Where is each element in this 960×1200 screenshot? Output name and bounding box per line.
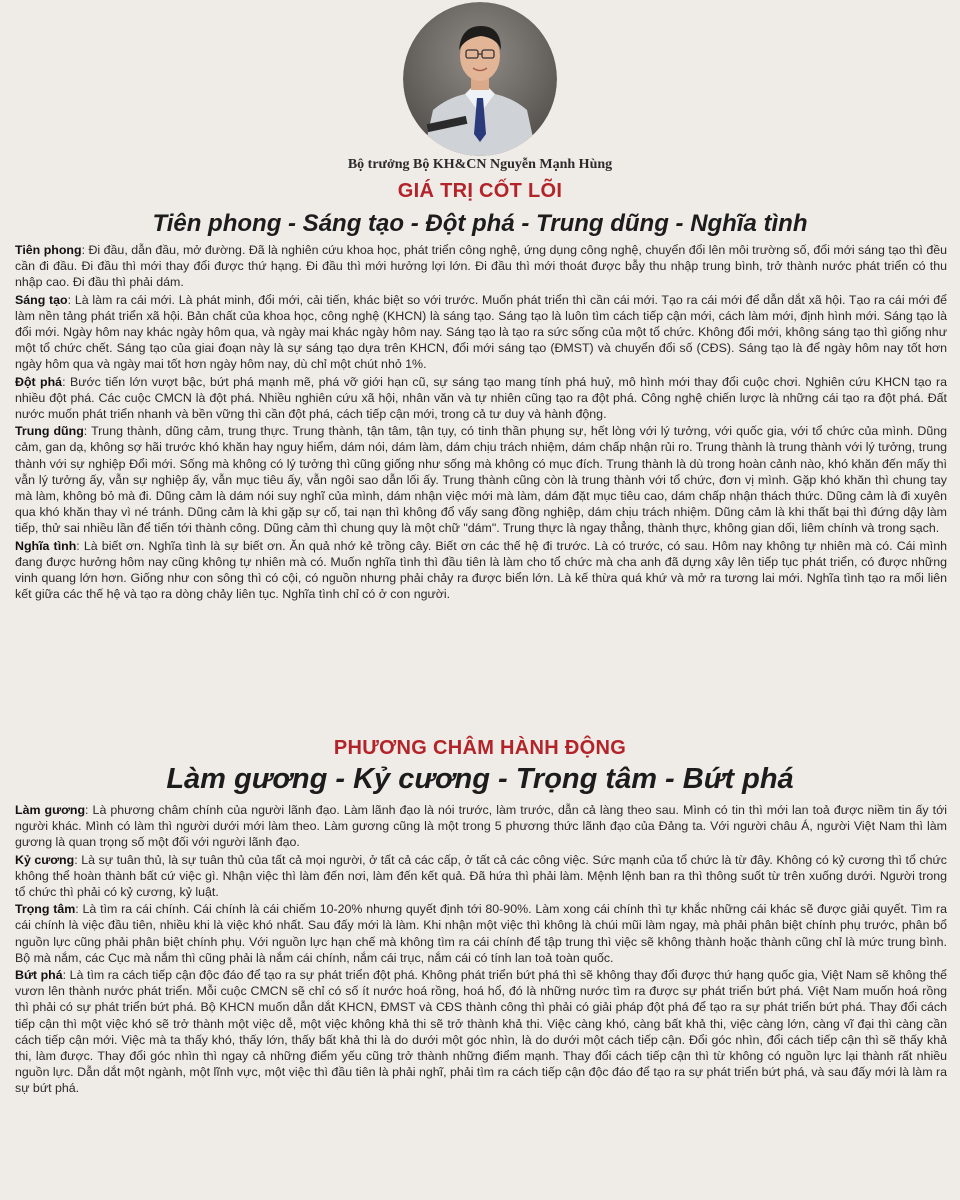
action-item: Bứt phá: Là tìm ra cách tiếp cận độc đáo để tạo ra sự phát triển đột phá. Không phát triển bứt phá thì sẽ không thay đổi được thứ hạng quốc gia, Việt Nam sẽ không thể vươn lên thành nước phát triển. Mỗi cuộc CMCN sẽ chỉ có số ít nước hoá rồng, hoá hổ, đó là những nước tìm ra được sự phát triển bứt phá. Việt Nam muốn hoá rồng thì phải có sự phát triển bứt phá. Bộ KHCN muốn dẫn dắt KHCN, ĐMST và CĐS thành công thì phải có giải pháp đột phá để tạo ra sự phát triển bứt phá. Thay đổi cách tiếp cận thì một việc khó sẽ trở thành một việc dễ, một việc không khả thi sẽ trở thành khả thi. Việc càng khó, càng bất khả thi, việc càng lớn, càng vĩ đại thì càng cần cách tiếp cận mới. Việc mà ta thấy khó, thấy lớn, thấy bất khả thi là do dưới một góc nhìn, là do dưới một cách tiếp cận. Đổi góc nhìn, đổi cách tiếp cận thì sẽ thấy khả thi, làm được. Thay đổi góc nhìn thì ngay cả những điểm yếu cũng trở thành những điểm mạnh. Thay đổi cách tiếp cận thì từ không có nguồn lực lại thành rất nhiều nguồn lực. Dẫn dắt một ngành, một lĩnh vực, một việc thì đầu tiên là phải nghĩ, phải tìm ra cách tiếp cận độc đáo để tạo ra sự phát triển bứt phá, và sau đấy mới là làm ra sự bứt phá.	[15, 968, 947, 1096]
action-text: Là tìm ra cái chính. Cái chính là cái chiếm 10-20% nhưng quyết định tới 80-90%. Làm xong cái chính thì tự khắc những cái khác sẽ được giải quyết. Tìm ra cái chính là việc đầu tiên, nhiều khi là việc khó nhất. Sau đấy mới là làm. Khi nhận một việc thì không là chúi mũi làm ngay, mà phải phân biệt chính phụ trước, phân bổ nguồn lực cũng phải phân biệt chính phụ. Với nguồn lực hạn chế mà không tìm ra cái chính để tập trung thì việc sẽ không thành hoặc thành cũng chỉ là mức trung bình. Bộ mà nắm, các Cục mà nắm thì cũng phải là nắm cái chính, nắm cái trục, nắm cái có tính lan toả toàn quốc.	[15, 902, 947, 965]
action-motto-slogan: Làm gương - Kỷ cương - Trọng tâm - Bứt phá	[166, 763, 794, 795]
core-value-term: Đột phá	[15, 374, 63, 389]
core-value-text: Là làm ra cái mới. Là phát minh, đổi mới, cải tiến, khác biệt so với trước. Muốn phát triển thì cần cái mới. Tạo ra cái mới để dẫn dắt xã hội. Tạo ra cái mới để làm nền tảng phát triển xã hội. Bản chất của khoa học, công nghệ (KHCN) là sáng tạo. Sáng tạo là luôn tìm cách tiếp cận mới, cách làm mới, định hình mới. Sáng tạo là đổi mới. Ngày hôm nay khác ngày hôm qua, và ngày mai khác ngày hôm nay. Sáng tạo là tạo ra sức sống của một tổ chức. Không đổi mới, không sáng tạo thì giống như một tổ chức chết. Sáng tạo của giai đoạn này là sự sáng tạo dựa trên KHCN, đổi mới sáng tạo (ĐMST) và chuyển đổi số (CĐS). Sáng tạo là để ngày hôm nay tốt hơn ngày hôm qua và ngày mai tốt hơn ngày hôm nay, dù chỉ một chút nhỏ 1%.	[15, 292, 948, 372]
action-term: Làm gương	[15, 803, 86, 817]
action-term: Trọng tâm	[15, 902, 76, 917]
portrait-caption: Bộ trưởng Bộ KH&CN Nguyễn Mạnh Hùng	[347, 157, 613, 172]
core-value-term: Nghĩa tình	[15, 538, 77, 553]
action-motto-heading: PHƯƠNG CHÂM HÀNH ĐỘNG	[333, 737, 627, 759]
core-value-item: Đột phá: Bước tiến lớn vượt bậc, bứt phá mạnh mẽ, phá vỡ giới hạn cũ, sự sáng tạo mang tính phá huỷ, mô hình mới thay đổi cuộc chơi. Nghiên cứu KHCN tạo ra nhiều đột phá. Các cuộc CMCN là đột phá. Nhiều nghiên cứu xã hội, nhân văn và tự nhiên cũng tạo ra đột phá. Công nghệ chiến lược là những cái tạo ra đột phá. Đất nước muốn phát triển nhanh và bền vững thì cần đột phá, cách tiếp cận mới, trong cả tư duy và hành động.	[15, 374, 947, 422]
core-value-item: Tiên phong: Đi đầu, dẫn đầu, mở đường. Đã là nghiên cứu khoa học, phát triển công nghệ, ứng dụng công nghệ, chuyển đổi lên môi trường số, đổi mới sáng tạo thì đều cần đi đầu. Đi đầu thì mới thay đổi được thứ hạng. Đi đầu thì mới hưởng lợi lớn. Đi đầu thì mới thoát được bẫy thu nhập trung bình, trở thành nước phát triển có thu nhập cao. Đi đầu thì phải dám.	[15, 243, 947, 290]
core-value-term: Sáng tạo	[15, 292, 68, 307]
core-value-text: Trung thành, dũng cảm, trung thực. Trung thành, tận tâm, tận tụy, có tinh thần phụng sự, hết lòng với lý tưởng, với quốc gia, với tổ chức của mình. Dũng cảm, gan dạ, không sợ hãi trước khó khăn hay nguy hiểm, dám nói, dám làm, dám chịu trách nhiệm, dám chấp nhận rủi ro. Trung thành là trung thành với lý tưởng, trung thành với sự nghiệp Đổi mới. Sống mà không có lý tưởng thì cũng giống như sống mà không có mục đích. Trung thành là dù trong hoàn cảnh nào, khó khăn đến mấy thì vẫn lý tưởng ấy, vẫn sự nghiệp ấy, vẫn mục tiêu ấy, vẫn ngôi sao dẫn lối ấy. Trung thành cũng còn là trung thành với tổ chức, đơn vị mình. Gặp khó khăn thì chung tay mà làm, không bỏ mà đi. Dũng cảm là dám nói suy nghĩ của mình, dám nhận việc mới mà làm, dám đặt mục tiêu cao, dám chấp nhận thách thức. Dũng cảm là đi xuyên qua khó khăn thay vì né tránh. Dũng cảm là khi gặp sự cố, tai nạn thì không đổ vấy sang đồng nghiệp, dám chịu trách nhiệm. Dũng cảm là khi thất bại thì đứng dậy làm tiếp, thử sai nhiều lần để tiến tới thành công. Dũng cảm thì chung quy là một chữ "dám". Trung thực là ngay thẳng, thành thực, không gian dối, liêm chính và trong sạch.	[15, 424, 947, 536]
core-value-text: Là biết ơn. Nghĩa tình là sự biết ơn. Ăn quả nhớ kẻ trồng cây. Biết ơn các thế hệ đi trước. Là có trước, có sau. Hôm nay không tự nhiên mà có. Cái mình đang được hưởng hôm nay cũng không tự nhiên mà có. Muốn nghĩa tình thì đầu tiên là làm cho tổ chức mà cha anh đã dựng xây lên tiếp tục phát triển, có được những vinh quang lớn hơn. Giống như con sông thì có cội, có nguồn nhưng phải chảy ra được biển lớn. Là kế thừa quá khứ và mở ra tương lai mới. Nghĩa tình tạo ra mối liên kết giữa các thế hệ và tạo ra dòng chảy liên tục. Nghĩa tình chỉ có ở con người.	[15, 538, 948, 602]
action-term: Bứt phá	[15, 968, 63, 983]
core-value-text: Bước tiến lớn vượt bậc, bứt phá mạnh mẽ, phá vỡ giới hạn cũ, sự sáng tạo mang tính phá huỷ, mô hình mới thay đổi cuộc chơi. Nghiên cứu KHCN tạo ra nhiều đột phá. Các cuộc CMCN là đột phá. Nhiều nghiên cứu xã hội, nhân văn và tự nhiên cũng tạo ra đột phá. Công nghệ chiến lược là những cái tạo ra đột phá. Đất nước muốn phát triển nhanh và bền vững thì cần đột phá, cách tiếp cận mới, trong cả tư duy và hành động.	[15, 374, 947, 422]
action-item: Kỷ cương: Là sự tuân thủ, là sự tuân thủ của tất cả mọi người, ở tất cả các cấp, ở tất cả các công việc. Sức mạnh của tổ chức là từ đây. Không có kỷ cương thì tổ chức không thể hoàn thành bất cứ việc gì. Nhận việc thì làm đến nơi, làm đến kết quả. Đã hứa thì phải làm. Mệnh lệnh ban ra thì thông suốt từ trên xuống dưới. Người trong tổ chức thì phải có kỷ cương, kỷ luật.	[15, 852, 948, 900]
core-values-motto: Tiên phong - Sáng tạo - Đột phá - Trung dũng - Nghĩa tình	[152, 210, 808, 237]
action-item: Trọng tâm: Là tìm ra cái chính. Cái chính là cái chiếm 10-20% nhưng quyết định tới 80-90%. Làm xong cái chính thì tự khắc những cái khác sẽ được giải quyết. Tìm ra cái chính là việc đầu tiên, nhiều khi là việc khó nhất. Sau đấy mới là làm. Khi nhận một việc thì không là chúi mũi làm ngay, mà phải phân biệt chính phụ trước, phân bổ nguồn lực cũng phải phân biệt chính phụ. Với nguồn lực hạn chế mà không tìm ra cái chính để tập trung thì việc sẽ không thành hoặc thành cũng chỉ là mức trung bình. Bộ mà nắm, các Cục mà nắm thì cũng phải là nắm cái chính, nắm cái trục, nắm cái có tính lan toả toàn quốc.	[15, 902, 947, 965]
core-value-item: Trung dũng: Trung thành, dũng cảm, trung thực. Trung thành, tận tâm, tận tụy, có tinh thần phụng sự, hết lòng với lý tưởng, với quốc gia, với tổ chức của mình. Dũng cảm, gan dạ, không sợ hãi trước khó khăn hay nguy hiểm, dám nói, dám làm, dám chịu trách nhiệm, dám chấp nhận rủi ro. Trung thành là trung thành với lý tưởng, trung thành với sự nghiệp Đổi mới. Sống mà không có lý tưởng thì cũng giống như sống mà không có mục đích. Trung thành là dù trong hoàn cảnh nào, khó khăn đến mấy thì vẫn lý tưởng ấy, vẫn sự nghiệp ấy, vẫn mục tiêu ấy, vẫn ngôi sao dẫn lối ấy. Trung thành cũng còn là trung thành với tổ chức, đơn vị mình. Gặp khó khăn thì chung tay mà làm, không bỏ mà đi. Dũng cảm là dám nói suy nghĩ của mình, dám nhận việc mới mà làm, dám đặt mục tiêu cao, dám chấp nhận thách thức. Dũng cảm là đi xuyên qua khó khăn thay vì né tránh. Dũng cảm là khi gặp sự cố, tai nạn thì không đổ vấy sang đồng nghiệp, dám chịu trách nhiệm. Dũng cảm là khi thất bại thì đứng dậy làm tiếp, thử sai nhiều lần để tiến tới thành công. Dũng cảm thì chung quy là một chữ "dám". Trung thực là ngay thẳng, thành thực, không gian dối, liêm chính và trong sạch.	[15, 424, 947, 536]
action-item: Làm gương: Là phương châm chính của người lãnh đạo. Làm lãnh đạo là nói trước, làm trước, dẫn cả làng theo sau. Mình có tin thì mới lan toả được niềm tin ấy tới người khác. Mình có làm thì người dưới mới làm theo. Làm gương cũng là một trong 5 phương thức lãnh đạo của Đảng ta. Với người châu Á, người Việt Nam thì làm gương là quan trọng số một đối với người lãnh đạo.	[15, 803, 947, 850]
core-values-body	[15, 242, 947, 603]
core-value-term: Trung dũng	[15, 424, 84, 439]
action-text: Là sự tuân thủ, là sự tuân thủ của tất cả mọi người, ở tất cả các cấp, ở tất cả các công việc. Sức mạnh của tổ chức là từ đây. Không có kỷ cương thì tổ chức không thể hoàn thành bất cứ việc gì. Nhận việc thì làm đến nơi, làm đến kết quả. Đã hứa thì phải làm. Mệnh lệnh ban ra thì thông suốt từ trên xuống dưới. Người trong tổ chức thì phải có kỷ cương, kỷ luật.	[15, 852, 948, 900]
action-motto-body	[15, 802, 947, 1098]
portrait-photo	[403, 2, 557, 156]
action-term: Kỷ cương	[15, 852, 75, 867]
core-value-item: Sáng tạo: Là làm ra cái mới. Là phát minh, đổi mới, cải tiến, khác biệt so với trước. Muốn phát triển thì cần cái mới. Tạo ra cái mới để dẫn dắt xã hội. Tạo ra cái mới để làm nền tảng phát triển xã hội. Bản chất của khoa học, công nghệ (KHCN) là sáng tạo. Sáng tạo là luôn tìm cách tiếp cận mới, cách làm mới, định hình mới. Sáng tạo là đổi mới. Ngày hôm nay khác ngày hôm qua, và ngày mai khác ngày hôm nay. Sáng tạo là tạo ra sức sống của một tổ chức. Không đổi mới, không sáng tạo thì giống như một tổ chức chết. Sáng tạo của giai đoạn này là sự sáng tạo dựa trên KHCN, đổi mới sáng tạo (ĐMST) và chuyển đổi số (CĐS). Sáng tạo là để ngày hôm nay tốt hơn ngày hôm qua và ngày mai tốt hơn ngày hôm nay, dù chỉ một chút nhỏ 1%.	[15, 292, 948, 372]
action-text: Là tìm ra cách tiếp cận độc đáo để tạo ra sự phát triển đột phá. Không phát triển bứt phá thì sẽ không thay đổi được thứ hạng quốc gia, Việt Nam sẽ không thể vươn lên thành nước phát triển. Mỗi cuộc CMCN sẽ chỉ có số ít nước hoá rồng, hoá hổ, đó là những nước tìm ra được sự phát triển bứt phá. Việt Nam muốn hoá rồng thì phải có sự phát triển bứt phá. Bộ KHCN muốn dẫn dắt KHCN, ĐMST và CĐS thành công thì phải có giải pháp đột phá để tạo ra sự phát triển bứt phá. Thay đổi cách tiếp cận thì một việc khó sẽ trở thành một việc dễ, một việc không khả thi sẽ trở thành khả thi. Việc càng khó, càng bất khả thi, việc càng lớn, càng vĩ đại thì càng cần cách tiếp cận mới. Việc mà ta thấy khó, thấy lớn, thấy bất khả thi là do dưới một góc nhìn, là do dưới một cách tiếp cận. Đổi góc nhìn, đổi cách tiếp cận thì sẽ thấy khả thi, làm được. Thay đổi góc nhìn thì ngay cả những điểm yếu cũng trở thành những điểm mạnh. Thay đổi cách tiếp cận thì từ không có nguồn lực lại thành rất nhiều nguồn lực. Dẫn dắt một ngành, một lĩnh vực, một việc thì đầu tiên là phải nghĩ, phải tìm ra cách tiếp cận độc đáo để tạo ra sự phát triển bứt phá, và sau đấy mới là làm ra sự bứt phá.	[15, 968, 947, 1096]
core-value-term: Tiên phong	[15, 243, 82, 257]
action-text: Là phương châm chính của người lãnh đạo. Làm lãnh đạo là nói trước, làm trước, dẫn cả làng theo sau. Mình có tin thì mới lan toả được niềm tin ấy tới người khác. Mình có làm thì người dưới mới làm theo. Làm gương cũng là một trong 5 phương thức lãnh đạo của Đảng ta. Với người châu Á, người Việt Nam thì làm gương là quan trọng số một đối với người lãnh đạo.	[15, 803, 947, 850]
core-value-item: Nghĩa tình: Là biết ơn. Nghĩa tình là sự biết ơn. Ăn quả nhớ kẻ trồng cây. Biết ơn các thế hệ đi trước. Là có trước, có sau. Hôm nay không tự nhiên mà có. Cái mình đang được hưởng hôm nay cũng không tự nhiên mà có. Muốn nghĩa tình thì đầu tiên là làm cho tổ chức mà cha anh đã dựng xây lên tiếp tục phát triển, có được những vinh quang lớn hơn. Giống như con sông thì có cội, có nguồn nhưng phải chảy ra được biển lớn. Là kế thừa quá khứ và mở ra tương lai mới. Nghĩa tình tạo ra mối liên kết giữa các thế hệ và tạo ra dòng chảy liên tục. Nghĩa tình chỉ có ở con người.	[15, 538, 948, 602]
core-value-text: Đi đầu, dẫn đầu, mở đường. Đã là nghiên cứu khoa học, phát triển công nghệ, ứng dụng công nghệ, chuyển đổi lên môi trường số, đổi mới sáng tạo thì đều cần đi đầu. Đi đầu thì mới thay đổi được thứ hạng. Đi đầu thì mới hưởng lợi lớn. Đi đầu thì mới thoát được bẫy thu nhập trung bình, trở thành nước phát triển có thu nhập cao. Đi đầu thì phải dám.	[15, 243, 947, 290]
core-values-heading: GIÁ TRỊ CỐT LÕI	[397, 180, 563, 202]
